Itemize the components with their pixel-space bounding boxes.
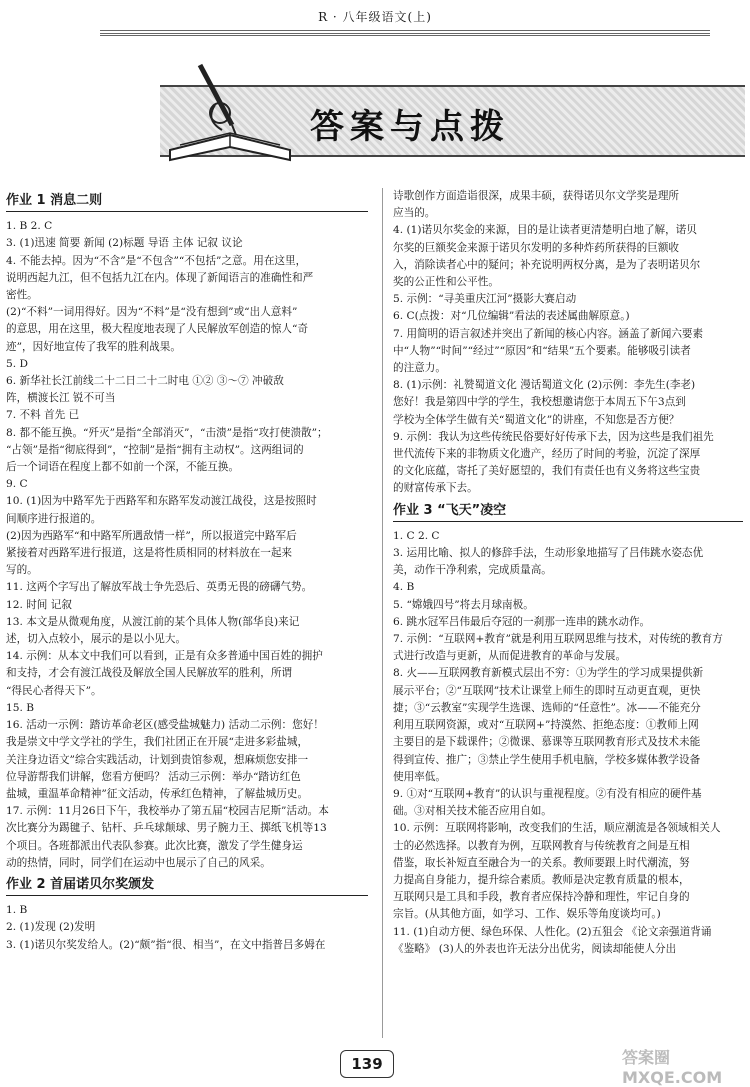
left-column <box>6 188 368 954</box>
watermark: 答案圈 MXQE.COM <box>622 1048 723 1087</box>
answer-line: 尔奖的巨额奖金来源于诺贝尔发明的多种炸药所获得的巨额收 <box>393 241 680 254</box>
answer-line: 诗歌创作方面造诣很深，成果丰硕，获得诺贝尔文学奖是理所 <box>393 190 680 202</box>
answer-line: 5. 示例：“寻美重庆江河”摄影大赛启动 <box>393 293 577 306</box>
answer-line: 和支持，才会有渡江战役及解放全国人民解放军的胜利，所谓 <box>6 667 293 680</box>
banner-title: 答案与点拨 <box>310 107 510 147</box>
answer-line: 11. (1)自动方便、绿色环保、人性化。(2)五狙会 《论文亲强道背诵 <box>393 925 712 938</box>
answer-line: 4. (1)诺贝尔奖金的来源，目的是让读者更清楚明白地了解，诺贝 <box>393 224 697 237</box>
answer-line: 16. 活动一示例：踏访革命老区(感受盐城魅力) 活动二示例：您好！ <box>6 719 324 732</box>
answer-line: 盐城，重温革命精神”征文活动，传承红色精神，了解盐城历史。 <box>6 787 309 800</box>
answer-line: 利用互联网资源，或对“互联网+”持漠然、拒绝态度：①教师上网 <box>393 719 699 732</box>
answer-line: 14. 示例：从本文中我们可以看到，正是有众多普通中国百姓的拥护 <box>6 650 323 663</box>
answer-line: 《鉴略》 (3)人的外表也许无法分出优劣，阅读却能使人分出 <box>393 942 677 955</box>
answer-line: 7. 用简明的语言叙述并突出了新闻的核心内容。涵盖了新闻六要素 <box>393 327 704 340</box>
answer-line: 我是崇文中学文学社的学生，我们社团正在开展“走进多彩盐城， <box>6 736 309 749</box>
answer-line: 说明西起九江，但不包括九江在内。体现了新闻语言的准确性和严 <box>6 271 314 284</box>
answer-line: 4. B <box>393 581 415 594</box>
answer-line: 3. 运用比喻、拟人的修辞手法，生动形象地描写了吕伟跳水姿态优 <box>393 547 704 560</box>
answer-line: 展示平台；②“互联网”技术让课堂上师生的即时互动更直观，更快 <box>393 684 701 697</box>
answer-line: 1. B <box>6 904 28 917</box>
answer-line: “得民心者得天下”。 <box>6 684 102 697</box>
answer-line: 的财富传承下去。 <box>393 482 478 495</box>
section-title: 作业 2 首届诺贝尔奖颁发 <box>6 876 368 896</box>
answer-line: “占领”是指“彻底得到”，“控制”是指“拥有主动权”。这两组词的 <box>6 443 304 456</box>
answer-line: 6. C(点拨：对“几位编辑”看法的表述属曲解原意。) <box>393 310 630 323</box>
answer-line: 11. 这两个字写出了解放军战士争先恐后、英勇无畏的磅礴气势。 <box>6 581 313 594</box>
answer-line: 阵，横渡长江 锐不可当 <box>6 392 116 405</box>
answer-line: 述，切入点较小，展示的是以小见大。 <box>6 633 187 646</box>
answer-line: 7. 示例：“互联网+教育”就是利用互联网思维与技术，对传统的教育方 <box>393 633 723 646</box>
answer-line: 6. 跳水冠军吕伟最后夺冠的一刹那一连串的跳水动作。 <box>393 615 651 628</box>
answer-list <box>393 188 743 498</box>
answer-line: 10. (1)因为中路军先于西路军和东路军发动渡江战役，这是按照时 <box>6 495 317 508</box>
answer-line: 使用率低。 <box>393 770 446 783</box>
answer-line: 密性。 <box>6 289 38 302</box>
answer-line: 8. 火——互联网教育新模式层出不穷：①为学生的学习成果提供新 <box>393 667 704 680</box>
answer-line: 的意思，用在这里，极大程度地表现了人民解放军创造的惊人“奇 <box>6 323 309 336</box>
answers-banner <box>160 55 745 175</box>
answer-line: 奖的公正性和公平性。 <box>393 276 499 289</box>
answer-line: 迹”，因好地宣传了我军的胜利战果。 <box>6 340 181 353</box>
answer-line: 式进行改造与更新，从而促进教育的革命与发展。 <box>393 650 627 663</box>
answer-line: 互联网只是工具和手段，教育者应保持冷静和理性，牢记自身的 <box>393 891 690 904</box>
answer-line: 13. 本文是从微观角度，从渡江前的某个具体人物(部华良)来记 <box>6 615 300 628</box>
answer-line: 得到宣传、推广；③禁止学生使用手机电脑，学校多媒体教学设备 <box>393 753 701 766</box>
answer-list <box>6 218 368 872</box>
book-pen-icon <box>160 55 310 175</box>
answer-line: 1. C 2. C <box>393 529 440 542</box>
answer-line: 关注身边语文”综合实践活动，计划到贵馆参观，想麻烦您安排一 <box>6 753 309 766</box>
header-rule <box>100 30 710 36</box>
answer-line: 9. C <box>6 478 28 491</box>
answer-line: 学校为全体学生做有关“蜀道文化”的讲座，不知您是否方便？ <box>393 413 680 426</box>
answer-line: 紧接着对西路军进行报道，这是将性质相同的材料放在一起来 <box>6 547 293 560</box>
right-column <box>393 188 743 958</box>
answer-line: 8. 都不能互换。“歼灭”是指“全部消灭”，“击溃”是指“攻打使溃散”； <box>6 426 328 439</box>
answer-list <box>393 528 743 958</box>
answer-line: 中“人物”“时间”“经过”“原因”和“结果”五个要素。能够吸引读者 <box>393 344 691 357</box>
answer-line: 宗旨。(从其他方面，如学习、工作、娱乐等角度谈均可。) <box>393 908 661 921</box>
answer-line: 5. “嫦娥四号”将去月球南极。 <box>393 598 534 611</box>
answer-line: 7. 不料 首先 已 <box>6 409 80 422</box>
answer-line: 础。③对相关技术能否应用自如。 <box>393 805 552 818</box>
column-divider <box>382 188 383 1038</box>
answer-line: 5. D <box>6 357 28 370</box>
answer-line: 捷；③“云教室”实现学生选课、选师的“任意性”。冰——不能充分 <box>393 701 701 714</box>
answer-line: 6. 新华社长江前线二十二日二十二时电 ①② ③～⑦ 冲破敌 <box>6 375 284 388</box>
answer-line: 17. 示例：11月26日下午，我校举办了第五届“校园吉尼斯”活动。本 <box>6 805 329 818</box>
answer-line: 您好！我是第四中学的学生，我校想邀请您于本周五下午3点到 <box>393 396 686 409</box>
answer-line: 世代流传下来的非物质文化遗产，经历了时间的考验，沉淀了深厚 <box>393 448 701 461</box>
answer-line: 8. (1)示例：礼赞蜀道文化 漫话蜀道文化 (2)示例：李先生(李老) <box>393 379 696 392</box>
answer-line: (2)“不料”一词用得好。因为“不料”是“没有想到”或“出人意料” <box>6 306 298 319</box>
answer-line: 12. 时间 记叙 <box>6 598 72 611</box>
header-title: R · 八年级语文(上) <box>318 10 432 24</box>
answer-line: 入，消除读者心中的疑问；补充说明两权分离，是为了表明诺贝尔 <box>393 258 701 271</box>
answer-line: 3. (1)迅速 简要 新闻 (2)标题 导语 主体 记叙 议论 <box>6 237 243 250</box>
answer-line: 的注意力。 <box>393 362 446 375</box>
answer-line: 9. 示例：我认为这些传统民俗要好好传承下去，因为这些是我们祖先 <box>393 430 714 443</box>
answer-line: 应当的。 <box>393 207 436 220</box>
answer-line: 的文化底蕴，寄托了美好愿望的，我们有责任也有义务将这些宝贵 <box>393 465 701 478</box>
answer-line: 力提高自身能力，提升综合素质。教师是决定教育质量的根本， <box>393 873 690 886</box>
answer-line: 借鉴，取长补短直至融合为一的关系。教师要跟上时代潮流，努 <box>393 856 690 869</box>
answer-line: 2. (1)发现 (2)发明 <box>6 921 96 934</box>
answer-line: 美，动作干净利索，完成质量高。 <box>393 564 552 577</box>
answer-line: 士的必然选择。以教育为例，互联网教育与传统教育之间是互相 <box>393 839 690 852</box>
answer-line: 15. B <box>6 701 34 714</box>
answer-list <box>6 902 368 954</box>
answer-line: 后一个词语在程度上都不如前一个深，不能互换。 <box>6 461 240 474</box>
answer-line: 次比赛分为踢毽子、钻杆、乒乓球颠球、男子腕力王、掷纸飞机等13 <box>6 822 327 835</box>
answer-line: 10. 示例：互联网将影响，改变我们的生活，顺应潮流是各领域相关人 <box>393 822 721 835</box>
answer-line: 主要目的是下载课件；②微课、慕课等互联网教育形式及技术未能 <box>393 736 701 749</box>
answer-line: 1. B 2. C <box>6 220 53 233</box>
page-number: 139 <box>340 1050 394 1078</box>
answer-line: 动的热情，同时，同学们在运动中也展示了自己的风采。 <box>6 856 271 869</box>
answer-line: 9. ①对“互联网+教育”的认识与重视程度。②有没有相应的硬件基 <box>393 787 702 800</box>
answer-line: 写的。 <box>6 564 38 577</box>
answer-line: 间顺序进行报道的。 <box>6 512 102 525</box>
answer-line: 个项目。各班都派出代表队参赛。此次比赛，激发了学生健身运 <box>6 839 303 852</box>
section-title: 作业 3 “飞天”凌空 <box>393 502 743 522</box>
answer-line: 4. 不能去掉。因为“不含”是“不包含”“不包括”之意。用在这里， <box>6 254 307 267</box>
answer-line: 位导游帮我们讲解，您看方便吗？ 活动三示例：举办“踏访红色 <box>6 770 301 783</box>
section-title: 作业 1 消息二则 <box>6 192 368 212</box>
answer-line: (2)因为西路军“和中路军所遇敌情一样”，所以报道完中路军后 <box>6 529 297 542</box>
answer-line: 3. (1)诺贝尔奖发给人。(2)“颇”指“很、相当”，在文中指普吕多姆在 <box>6 938 326 951</box>
